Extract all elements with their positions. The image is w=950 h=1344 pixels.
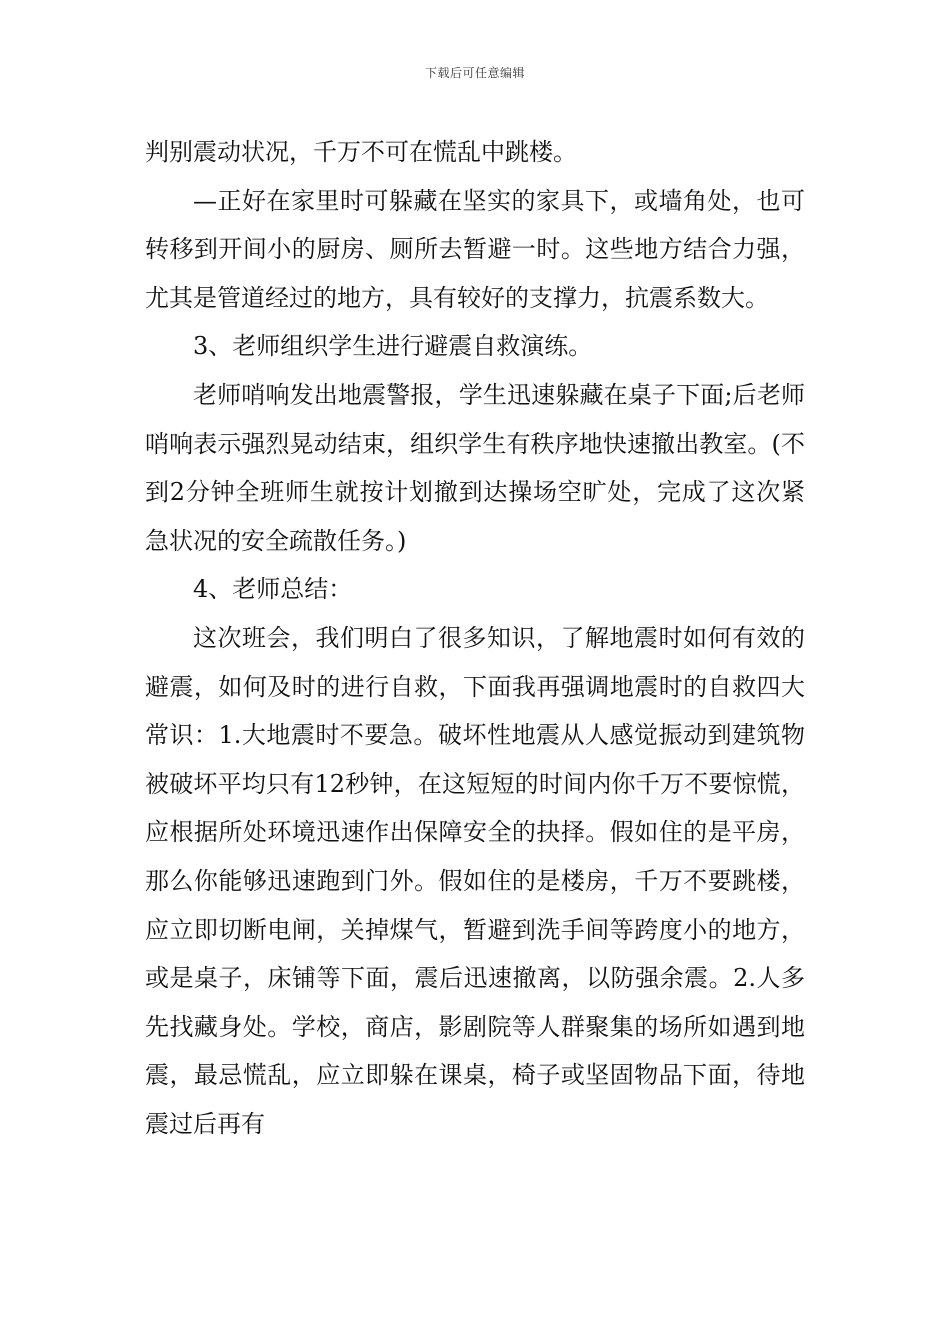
paragraph-step-4-heading: 4、老师总结： [193, 575, 353, 604]
paragraph-drill-description: 老师哨响发出地震警报，学生迅速躲藏在桌子下面;后老师哨响表示强烈晃动结束，组织学生有秩序地快速撤出教室。(不到2分钟全班师生就按计划撤到达操场空旷处，完成了这次紧急状况的安全疏散任务。) [145, 380, 805, 555]
document-body [145, 128, 805, 1148]
paragraph-continuation: 判别震动状况，千万不可在慌乱中跳楼。 [145, 138, 577, 166]
paragraph-home-shelter: —正好在家里时可躲藏在坚实的家具下，或墙角处，也可转移到开间小的厨房、厕所去暂避一时。这些地方结合力强，尤其是管道经过的地方，具有较好的支撑力，抗震系数大。 [145, 186, 805, 312]
page-header: 下载后可任意编辑 [424, 66, 525, 80]
paragraph-step-3-heading: 3、老师组织学生进行避震自救演练。 [193, 332, 593, 361]
paragraph-teacher-summary: 这次班会，我们明白了很多知识，了解地震时如何有效的避震，如何及时的进行自救，下面我再强调地震时的自救四大常识：1.大地震时不要急。破坏性地震从人感觉振动到建筑物被破坏平均只有12秒钟，在这短短的时间内你千万不要惊慌，应根据所处环境迅速作出保障安全的抉择。假如住的是平房，那么你能够迅速跑到门外。假如住的是楼房，千万不要跳楼，应立即切断电闸，关掉煤气，暂避到洗手间等跨度小的地方，或是桌子，床铺等下面，震后迅速撤离，以防强余震。2.人多先找藏身处。学校，商店，影剧院等人群聚集的场所如遇到地震，最忌慌乱，应立即躲在课桌，椅子或坚固物品下面，待地震过后再有 [145, 623, 805, 1138]
